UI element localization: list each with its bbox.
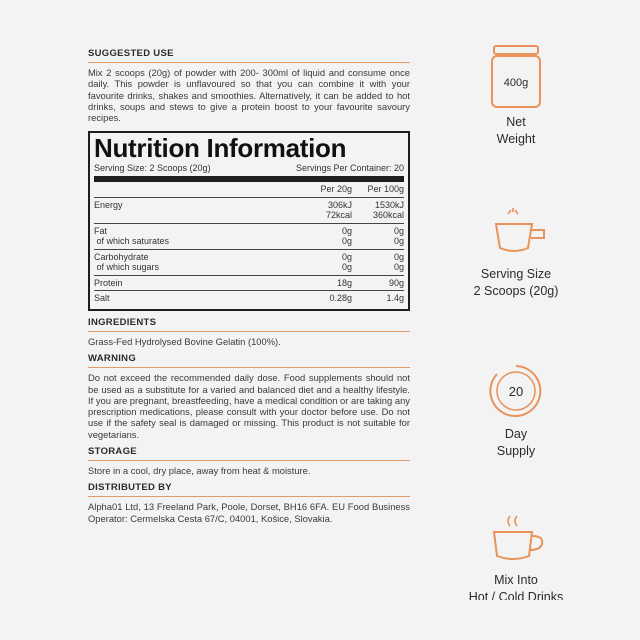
- serving-line1: Serving Size: [480, 267, 552, 281]
- warning-section: [88, 353, 410, 446]
- storage-text: Store in a cool, dry place, away from heat & moisture.: [88, 465, 311, 477]
- net-weight-line1: Net: [506, 115, 526, 129]
- table-row: Carbohydrate 0g 0g: [94, 251, 404, 262]
- jar-label: 400g: [503, 77, 529, 89]
- storage-heading: STORAGE: [88, 446, 410, 461]
- warning-text: Do not exceed the recommended daily dose. Food supplements should not be used as a substitute for a varied and balanced diet and a healthy lifestyle. If you are pregnant, breastfeeding, have a medical condition or are taking any prescription medications, please consult with your doctor before use. Do not use if the safety seal is damaged or missing. This product is not suitable for vegetarians.: [88, 372, 410, 440]
- supply-line1: Day: [504, 427, 528, 441]
- servings-per-container: Servings Per Container: 20: [295, 163, 404, 174]
- table-row: Salt 0.28g 1.4g: [94, 293, 404, 304]
- suggested-use-text: Mix 2 scoops (20g) of powder with 200- 300ml of liquid and consume once daily. This powder is unflavoured so that you can combine it with your favourite drinks, shakes and smoothies. Alternatively, it can be added to hot drinks, soups and stews to give a protein boost to your favourite savoury recipes.: [88, 67, 410, 124]
- suggested-use-section: [88, 48, 410, 129]
- nutrition-panel: [88, 131, 410, 311]
- feature-day-supply: [446, 362, 586, 460]
- nutrition-title: Nutrition Information: [94, 133, 347, 164]
- table-row: Protein 18g 90g: [94, 276, 404, 292]
- table-row: of which sugars 0g 0g: [94, 262, 404, 273]
- energy-group: [94, 198, 404, 224]
- table-row: of which saturates 0g 0g: [94, 236, 404, 247]
- storage-section: [88, 446, 410, 482]
- day-count: 20: [508, 384, 524, 399]
- serving-size: Serving Size: 2 Scoops (20g): [94, 163, 211, 174]
- distributed-section: [88, 482, 410, 530]
- carbohydrate-group: [94, 250, 404, 276]
- cup-icon: [486, 514, 546, 566]
- distributed-text: Alpha01 Ltd, 13 Freeland Park, Poole, Dorset, BH16 6FA. EU Food Business Operator: Cermelska Cesta 67/C, 04001, Košice, Slovakia.: [88, 501, 410, 524]
- col-per-20g: Per 20g: [320, 184, 352, 195]
- features-column: [446, 40, 586, 600]
- serving-line2: 2 Scoops (20g): [473, 284, 559, 298]
- nutrition-header-row: [94, 182, 404, 198]
- ingredients-text: Grass-Fed Hydrolysed Bovine Gelatin (100%).: [88, 335, 281, 347]
- table-row: 72kcal 360kcal: [325, 210, 404, 221]
- scoop-icon: [486, 208, 546, 254]
- mix-line2: Hot / Cold Drinks: [468, 590, 564, 600]
- jar-icon: [489, 42, 543, 110]
- fat-group: [94, 224, 404, 250]
- mix-line1: Mix Into: [494, 573, 538, 587]
- supply-line2: Supply: [496, 444, 536, 458]
- feature-net-weight: [446, 42, 586, 148]
- suggested-use-heading: SUGGESTED USE: [88, 48, 410, 63]
- ingredients-section: [88, 317, 410, 353]
- table-row: Fat 0g 0g: [94, 225, 404, 236]
- net-weight-line2: Weight: [496, 132, 536, 146]
- table-row: Energy 306kJ 1530kJ: [94, 199, 404, 210]
- product-info-column: [88, 48, 410, 596]
- feature-mix-into: [446, 514, 586, 600]
- feature-serving-size: [446, 208, 586, 300]
- day-circle-icon: [487, 362, 545, 420]
- col-per-100g: Per 100g: [367, 184, 404, 195]
- distributed-heading: DISTRIBUTED BY: [88, 482, 410, 497]
- warning-heading: WARNING: [88, 353, 410, 368]
- ingredients-heading: INGREDIENTS: [88, 317, 410, 332]
- nutrition-serving-row: [94, 163, 404, 182]
